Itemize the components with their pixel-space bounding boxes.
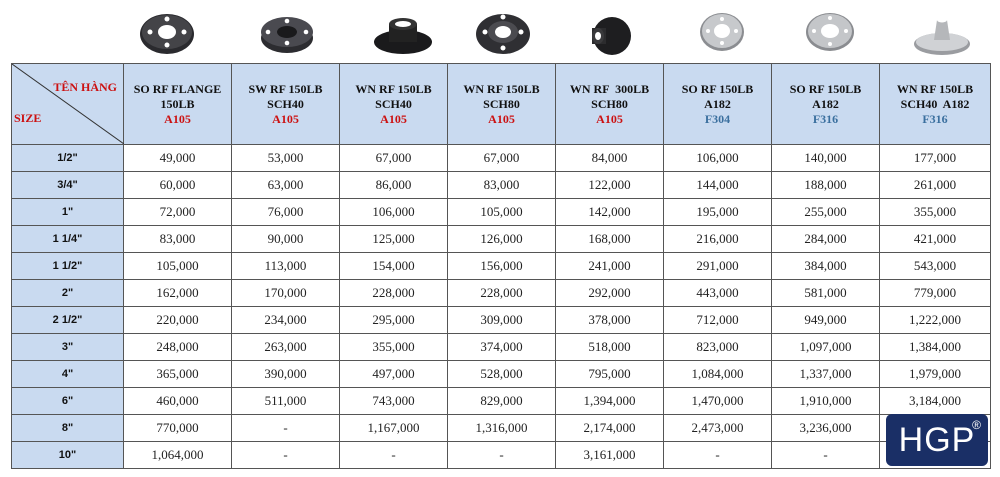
column-title-line2: SCH40 A182 xyxy=(900,96,970,111)
price-cell: 228,000 xyxy=(340,280,448,307)
price-cell: - xyxy=(448,442,556,469)
column-grade: F304 xyxy=(704,111,731,126)
table-row xyxy=(12,307,991,334)
size-cell: 1" xyxy=(12,199,124,226)
table-body xyxy=(12,145,991,469)
price-cell: 284,000 xyxy=(772,226,880,253)
price-cell: 384,000 xyxy=(772,253,880,280)
price-cell: 188,000 xyxy=(772,172,880,199)
price-cell: 460,000 xyxy=(124,388,232,415)
price-cell: 3,184,000 xyxy=(880,388,991,415)
price-cell: 355,000 xyxy=(880,199,991,226)
price-cell: 83,000 xyxy=(124,226,232,253)
price-cell: 263,000 xyxy=(232,334,340,361)
price-cell: 779,000 xyxy=(880,280,991,307)
price-cell: 1,316,000 xyxy=(448,415,556,442)
price-cell: 63,000 xyxy=(232,172,340,199)
table-row xyxy=(12,145,991,172)
column-title-line2: A182 xyxy=(812,96,839,111)
price-cell: 261,000 xyxy=(880,172,991,199)
price-cell: 390,000 xyxy=(232,361,340,388)
flange-sw-black-icon xyxy=(258,10,316,58)
price-cell: - xyxy=(232,415,340,442)
price-cell: 1,979,000 xyxy=(880,361,991,388)
price-cell: 743,000 xyxy=(340,388,448,415)
table-row xyxy=(12,280,991,307)
price-cell: 53,000 xyxy=(232,145,340,172)
price-cell: - xyxy=(664,442,772,469)
price-cell: 374,000 xyxy=(448,334,556,361)
size-header: SIZE xyxy=(14,111,42,125)
size-cell: 3/4" xyxy=(12,172,124,199)
price-cell: 142,000 xyxy=(556,199,664,226)
column-header xyxy=(556,64,664,145)
column-grade: A105 xyxy=(488,111,515,126)
flange-wn-black-icon xyxy=(372,10,434,58)
price-cell: 154,000 xyxy=(340,253,448,280)
price-cell: 770,000 xyxy=(124,415,232,442)
price-cell: 1,222,000 xyxy=(880,307,991,334)
price-cell: 72,000 xyxy=(124,199,232,226)
size-cell: 1 1/2" xyxy=(12,253,124,280)
diagonal-divider xyxy=(12,64,124,144)
column-title-line1: WN RF 150LB xyxy=(355,81,432,96)
logo-text: HGP xyxy=(898,420,976,459)
price-cell: 1,097,000 xyxy=(772,334,880,361)
price-cell: 829,000 xyxy=(448,388,556,415)
flange-so-steel-icon xyxy=(804,10,856,54)
column-title-line1: WN RF 150LB xyxy=(463,81,540,96)
price-cell: 76,000 xyxy=(232,199,340,226)
price-cell: 162,000 xyxy=(124,280,232,307)
column-header xyxy=(772,64,880,145)
price-cell: 378,000 xyxy=(556,307,664,334)
price-cell: 543,000 xyxy=(880,253,991,280)
price-cell: 105,000 xyxy=(124,253,232,280)
size-cell: 1 1/4" xyxy=(12,226,124,253)
price-cell: 712,000 xyxy=(664,307,772,334)
price-cell: 355,000 xyxy=(340,334,448,361)
price-cell: 443,000 xyxy=(664,280,772,307)
price-cell: 86,000 xyxy=(340,172,448,199)
price-cell: 528,000 xyxy=(448,361,556,388)
column-title-line1: SW RF 150LB xyxy=(248,81,323,96)
column-title-line2: SCH80 xyxy=(483,96,520,111)
price-cell: - xyxy=(232,442,340,469)
price-cell: 83,000 xyxy=(448,172,556,199)
price-cell: 1,084,000 xyxy=(664,361,772,388)
price-cell: 105,000 xyxy=(448,199,556,226)
flange-wn-black-icon xyxy=(474,10,532,58)
column-title-line1: SO RF 150LB xyxy=(681,81,754,96)
price-cell: 295,000 xyxy=(340,307,448,334)
price-cell: 291,000 xyxy=(664,253,772,280)
price-cell: 3,236,000 xyxy=(772,415,880,442)
corner-header-cell xyxy=(12,64,124,145)
column-title-line1: SO RF 150LB xyxy=(789,81,862,96)
price-cell: 49,000 xyxy=(124,145,232,172)
size-cell: 3" xyxy=(12,334,124,361)
column-header xyxy=(340,64,448,145)
table-row xyxy=(12,226,991,253)
column-grade: A105 xyxy=(380,111,407,126)
column-title-line1: WN RF 150LB xyxy=(896,81,974,96)
column-title-line1: WN RF 300LB xyxy=(569,81,650,96)
column-grade: A105 xyxy=(596,111,623,126)
column-header xyxy=(880,64,991,145)
column-title-line2: SCH40 xyxy=(375,96,412,111)
price-cell: 67,000 xyxy=(340,145,448,172)
hgp-logo xyxy=(886,414,988,466)
size-cell: 10" xyxy=(12,442,124,469)
price-cell: 241,000 xyxy=(556,253,664,280)
price-cell: 1,384,000 xyxy=(880,334,991,361)
column-grade: F316 xyxy=(812,111,839,126)
registered-mark-icon: ® xyxy=(972,418,982,432)
price-cell: 255,000 xyxy=(772,199,880,226)
price-cell: 823,000 xyxy=(664,334,772,361)
column-title-line2: SCH80 xyxy=(591,96,628,111)
price-cell: 122,000 xyxy=(556,172,664,199)
price-cell: 234,000 xyxy=(232,307,340,334)
size-cell: 1/2" xyxy=(12,145,124,172)
table-row xyxy=(12,334,991,361)
price-cell: 156,000 xyxy=(448,253,556,280)
price-cell: 421,000 xyxy=(880,226,991,253)
price-cell: 168,000 xyxy=(556,226,664,253)
table-row xyxy=(12,361,991,388)
flange-so-black-icon xyxy=(138,10,196,58)
price-cell: 949,000 xyxy=(772,307,880,334)
price-cell: 1,470,000 xyxy=(664,388,772,415)
column-title-line2: A182 xyxy=(704,96,731,111)
price-cell: 1,064,000 xyxy=(124,442,232,469)
price-cell: 365,000 xyxy=(124,361,232,388)
price-cell: 67,000 xyxy=(448,145,556,172)
price-cell: 497,000 xyxy=(340,361,448,388)
column-header xyxy=(124,64,232,145)
price-cell: 1,167,000 xyxy=(340,415,448,442)
column-grade: A105 xyxy=(164,111,191,126)
price-cell: 60,000 xyxy=(124,172,232,199)
price-cell: 1,337,000 xyxy=(772,361,880,388)
price-cell: 220,000 xyxy=(124,307,232,334)
price-cell: 2,473,000 xyxy=(664,415,772,442)
price-cell: 1,394,000 xyxy=(556,388,664,415)
flange-wn-steel-icon xyxy=(912,10,972,58)
column-title-line2: 150LB xyxy=(160,96,195,111)
price-cell: 581,000 xyxy=(772,280,880,307)
column-title-line1: SO RF FLANGE xyxy=(133,81,222,96)
price-cell: 518,000 xyxy=(556,334,664,361)
price-cell: 170,000 xyxy=(232,280,340,307)
column-grade: F316 xyxy=(922,111,948,126)
price-cell: 144,000 xyxy=(664,172,772,199)
price-cell: - xyxy=(340,442,448,469)
price-cell: 228,000 xyxy=(448,280,556,307)
product-images-row xyxy=(0,0,1000,63)
column-title-line2: SCH40 xyxy=(267,96,304,111)
header-row xyxy=(12,64,991,145)
price-cell: - xyxy=(772,442,880,469)
column-header xyxy=(664,64,772,145)
price-table xyxy=(11,63,991,469)
column-header xyxy=(232,64,340,145)
size-cell: 6" xyxy=(12,388,124,415)
price-cell: 106,000 xyxy=(340,199,448,226)
table-row xyxy=(12,253,991,280)
price-cell: 113,000 xyxy=(232,253,340,280)
price-cell: 140,000 xyxy=(772,145,880,172)
price-cell: 3,161,000 xyxy=(556,442,664,469)
column-header xyxy=(448,64,556,145)
price-cell: 292,000 xyxy=(556,280,664,307)
flange-wn-300-black-icon xyxy=(588,10,634,58)
price-cell: 216,000 xyxy=(664,226,772,253)
column-grade: A105 xyxy=(272,111,299,126)
size-cell: 8" xyxy=(12,415,124,442)
price-cell: 2,174,000 xyxy=(556,415,664,442)
price-cell: 84,000 xyxy=(556,145,664,172)
price-cell: 126,000 xyxy=(448,226,556,253)
table-row xyxy=(12,388,991,415)
price-cell: 177,000 xyxy=(880,145,991,172)
price-cell: 795,000 xyxy=(556,361,664,388)
flange-so-steel-icon xyxy=(698,10,746,54)
table-row xyxy=(12,199,991,226)
price-cell: 90,000 xyxy=(232,226,340,253)
price-cell: 309,000 xyxy=(448,307,556,334)
size-cell: 2" xyxy=(12,280,124,307)
price-cell: 248,000 xyxy=(124,334,232,361)
size-cell: 2 1/2" xyxy=(12,307,124,334)
price-cell: 511,000 xyxy=(232,388,340,415)
price-cell: 125,000 xyxy=(340,226,448,253)
table-row xyxy=(12,172,991,199)
table-row xyxy=(12,442,991,469)
table-row xyxy=(12,415,991,442)
price-cell: 1,910,000 xyxy=(772,388,880,415)
size-cell: 4" xyxy=(12,361,124,388)
price-cell: 195,000 xyxy=(664,199,772,226)
product-name-header: TÊN HÀNG xyxy=(53,80,117,94)
price-cell: 106,000 xyxy=(664,145,772,172)
